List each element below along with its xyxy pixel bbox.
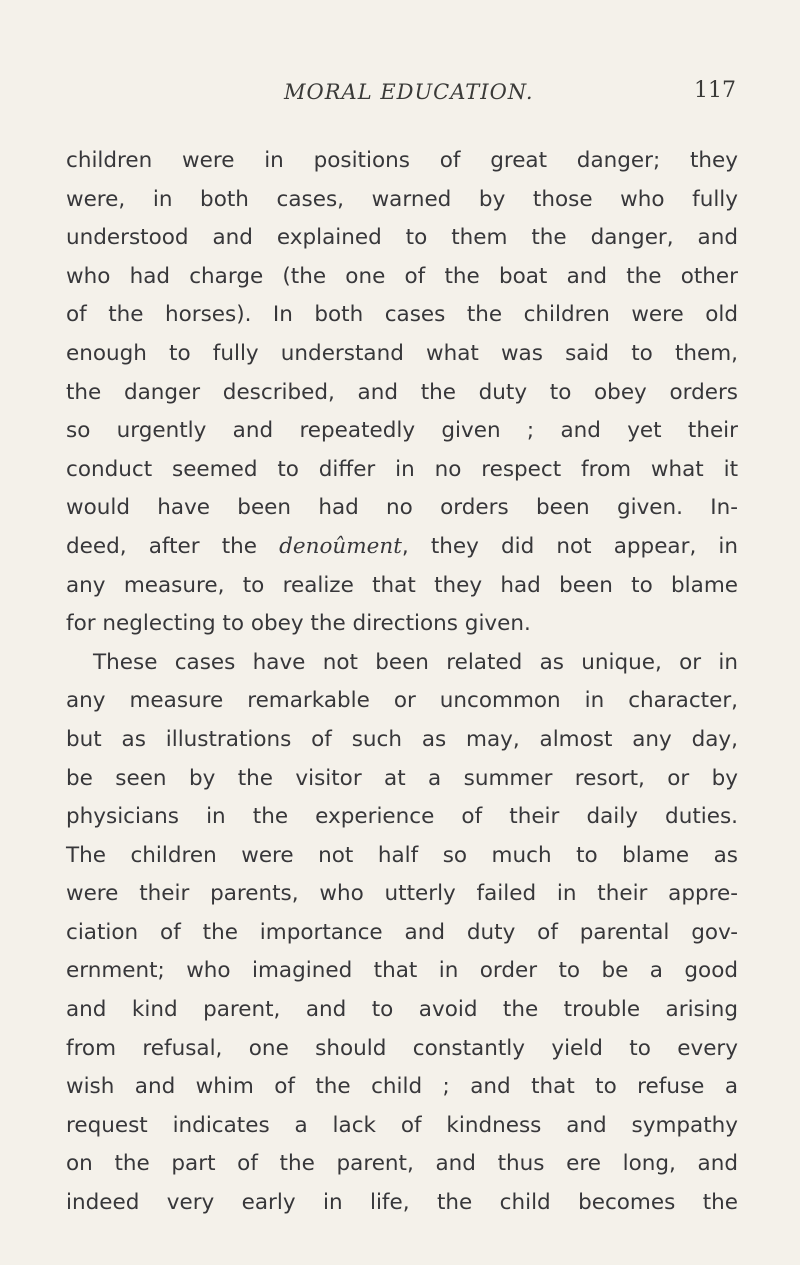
text-line: These cases have not been related as unique, or in [93, 649, 738, 675]
text-line: The children were not half so much to blame as [66, 842, 738, 868]
text-line: from refusal, one should constantly yield to every [66, 1035, 738, 1061]
text-line: understood and explained to them the danger, and [66, 225, 738, 251]
text-line: and kind parent, and to avoid the trouble arising [66, 997, 738, 1023]
text-line: enough to fully understand what was said to them, [66, 340, 738, 366]
text-line: children were in positions of great danger; they [66, 148, 738, 173]
text-line: ciation of the importance and duty of parental gov- [66, 919, 738, 945]
text-line: were, in both cases, warned by those who fully [66, 186, 738, 212]
text-line: wish and whim of the child ; and that to refuse a [66, 1074, 738, 1100]
text-line: be seen by the visitor at a summer resort, or by [66, 765, 738, 791]
text-line: any measure, to realize that they had been to blame [66, 572, 738, 598]
text-line: ernment; who imagined that in order to be a good [66, 958, 738, 984]
text-line [66, 528, 738, 567]
running-title: MORAL EDUCATION. [284, 80, 534, 104]
italic-word: denoûment [279, 533, 402, 559]
text-line: would have been had no orders been given. In- [66, 495, 738, 521]
body-text [66, 142, 738, 1223]
text-line: physicians in the experience of their daily duties. [66, 804, 738, 830]
text-line: indeed very early in life, the child becomes the [66, 1190, 738, 1216]
text-line: so urgently and repeatedly given ; and yet their [66, 418, 738, 444]
text-line: request indicates a lack of kindness and sympathy [66, 1112, 738, 1138]
text-line: of the horses). In both cases the children were old [66, 302, 738, 328]
page-number: 117 [694, 78, 736, 103]
text-line: who had charge (the one of the boat and the other [66, 263, 738, 289]
text-line: any measure remarkable or uncommon in character, [66, 688, 738, 714]
running-header [0, 80, 800, 112]
text-segment: deed, after the [66, 533, 280, 559]
text-line: the danger described, and the duty to obey orders [66, 379, 738, 405]
text-line: conduct seemed to differ in no respect from what it [66, 456, 738, 482]
text-line: on the part of the parent, and thus ere long, and [66, 1151, 738, 1177]
text-line: were their parents, who utterly failed in their appre- [66, 881, 738, 907]
text-segment: , they did not appear, in [401, 533, 739, 559]
text-line: for neglecting to obey the directions given. [66, 611, 531, 637]
text-line: but as illustrations of such as may, almost any day, [66, 726, 738, 752]
